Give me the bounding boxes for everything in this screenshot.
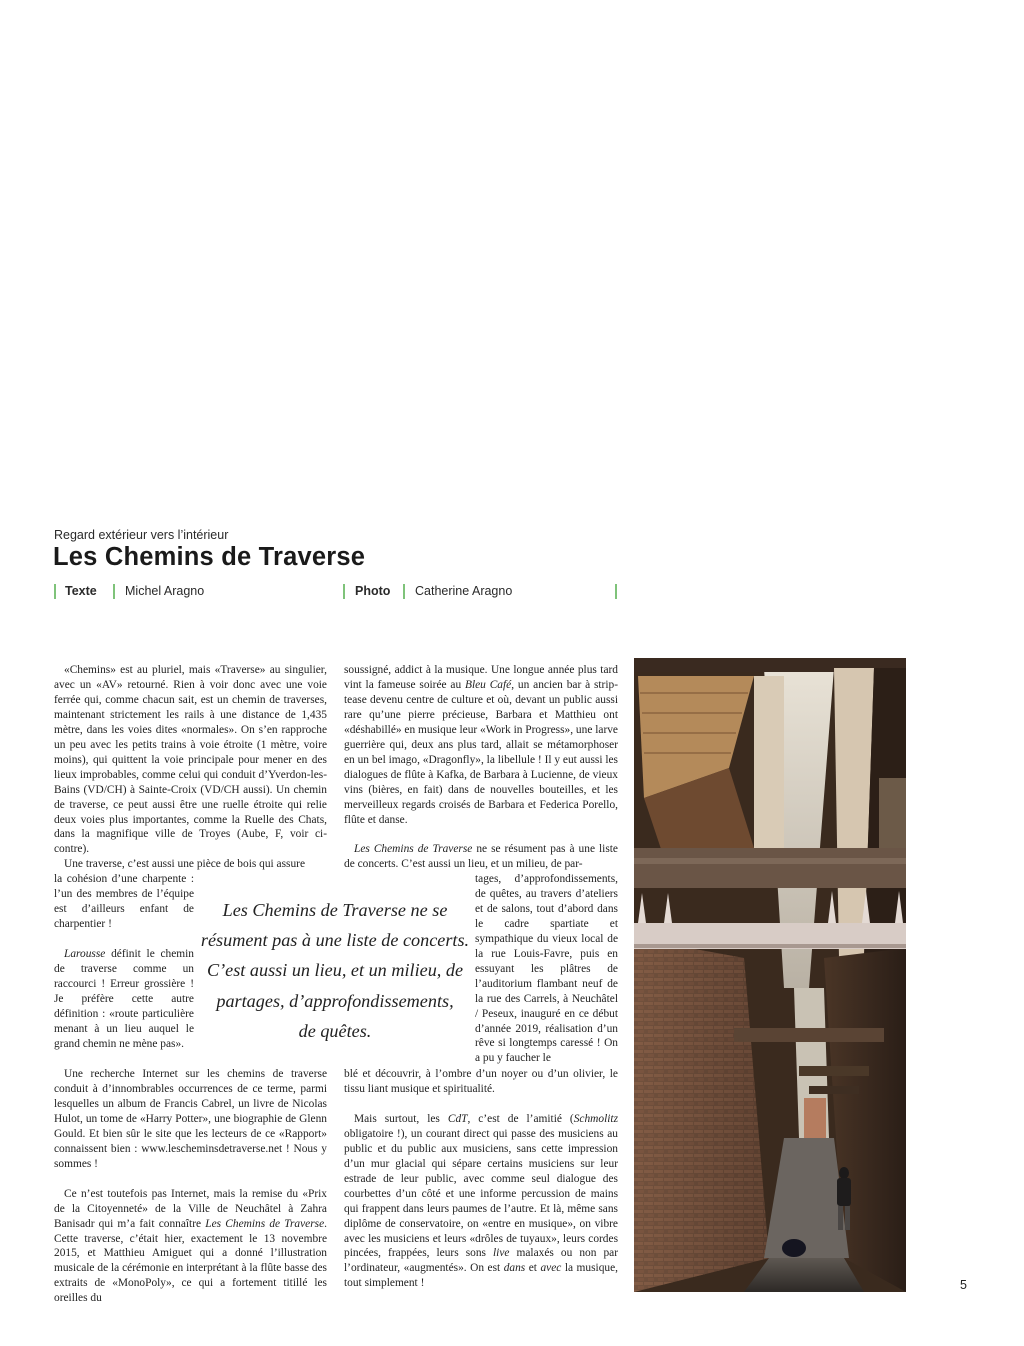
text: , c’est de l’amitié ( <box>467 1112 574 1125</box>
italic-text: Les Chemins de Traverse <box>205 1217 325 1230</box>
italic-text: avec <box>540 1262 562 1275</box>
article-kicker: Regard extérieur vers l’intérieur <box>54 528 229 542</box>
pull-quote-line: C’est aussi un lieu, et un milieu, de <box>206 960 464 981</box>
credit-divider <box>54 584 56 599</box>
article-title: Les Chemins de Traverse <box>53 543 366 571</box>
paragraph: «Chemins» est au pluriel, mais «Traverse» au singulier, avec un «AV» retourné. Rien à voir donc avec une voie ferrée qui, comme chacun sait, est un chemin de traverses, maintenant strictement les rails à une distance de 1,435 mètre, dans les voies dites «normales». On s’en rapproche un peu avec les petits trains à voie étroite (1 mètre, voire moins), qui quittent la voie principale pour mener en des lieux improbables, comme celui qui conduit d’Yverdon-les-Bains (VD/CH) à Sainte-Croix (VD/CH aussi). Un chemin de traverse, ce peut aussi être une ruelle étroite qui relie deux voies plus importantes, comme la Ruelle des Chats, dans la magnifique ville de Troyes (Aube, F, voir ci-contre). <box>54 664 327 856</box>
text: soussigné, addict à la musique. Une longue année plus tard vint la fameuse soirée au <box>344 664 618 691</box>
italic-text: Bleu Café <box>465 678 512 691</box>
italic-text: Larousse <box>64 947 106 960</box>
column-2-wrap <box>475 872 618 1066</box>
paragraph <box>344 842 618 872</box>
paragraph <box>344 1112 618 1291</box>
credit-divider <box>343 584 345 599</box>
text: Ce n’est toutefois pas Internet, mais la remise du «Prix de la Citoyenneté» de la Ville de Neuchâtel à Zahra Banisadr qui m’a fait connaître <box>54 1187 327 1230</box>
column-1-bottom <box>54 1067 327 1306</box>
italic-text: CdT <box>447 1112 468 1125</box>
credit-divider <box>615 584 617 599</box>
pull-quote-line: résument pas à une liste de concerts. <box>200 930 470 951</box>
credit-text-label: Texte <box>65 584 97 598</box>
text: obligatoire !), un courant direct qui passe des musiciens au public et du public aux musiciens, sans cette impression d’un mur glacial qui sépare certains musiciens sur leur estrade de leur public, avec comme seul dialogue des courbettes d’un côté et une informe percussion de mains qui frappent dans leurs paumes de l’autre. Et là, même sans diplôme de conservatoire, on «entre en musique», on vibre avec les musiciens et leurs «drôles de tuyaux», leurs cordes pincées, frappées, leurs sons <box>344 1127 618 1260</box>
text: , un ancien bar à strip-tease devenu centre de culture et où, devant un public aussi rare qu’une pierre précieuse, Barbara et Matthieu ont «déshabillé» en musique leur «Work in Progress», une larve guerrière qui, deux ans plus tard, allait se métamorphoser en un bel imago, «Dragonfly», la libellule ! Il y eut aussi les dialogues de flûte à Kafka, de Barbara à Lucienne, de vieux vins (bières, en fait) dans de nouvelles bouteilles, et les merveilleux regards croisés de Barbara et Federica Porello, flûte et danse. <box>344 678 618 826</box>
credit-text-author: Michel Aragno <box>125 584 205 598</box>
paragraph: la cohésion d’une charpente : l’un des membres de l’équipe est d’ailleurs enfant de charpentier ! <box>54 873 194 930</box>
paragraph: Une traverse, c’est aussi une pièce de bois qui assure <box>64 858 306 871</box>
pull-quote <box>200 895 470 1046</box>
paragraph <box>344 663 618 827</box>
column-2-top <box>344 663 618 872</box>
paragraph: blé et découvrir, à l’ombre d’un noyer ou d’un olivier, le tissu liant musique et spiritualité. <box>344 1068 618 1095</box>
text: malaxés ou non par l’ordinateur, «augmentés». On est <box>344 1247 618 1275</box>
text: Mais surtout, les <box>354 1112 448 1125</box>
pull-quote-line: de quêtes. <box>298 1020 372 1041</box>
pull-quote-line: Les Chemins de Traverse ne se <box>222 900 448 920</box>
paragraph <box>54 947 194 1052</box>
credit-photo-author: Catherine Aragno <box>415 584 513 598</box>
column-1-wrap <box>54 872 194 1051</box>
alley-photo-illustration <box>634 658 906 1292</box>
italic-text: Les Chemins de Traverse <box>354 843 473 856</box>
text: la musique, tout simplement ! <box>344 1262 618 1290</box>
italic-text: Schmolitz <box>573 1112 618 1125</box>
column-2-bottom <box>344 1067 618 1291</box>
credit-divider <box>113 584 115 599</box>
credit-photo-label: Photo <box>355 584 391 598</box>
text: et <box>525 1262 541 1275</box>
paragraph: Une recherche Internet sur les chemins de traverse conduit à d’innombrables occurrences de ce terme, parmi lesquelles un album de Francis Cabrel, un livre de Nicolas Hulot, un tome de «Harry Potter», une biographie de Glenn Gould. Et bien sûr le site que les lecteurs de ce «Rapport» connaissent bien : www.lescheminsdetraverse.net ! Nous y sommes ! <box>54 1068 327 1170</box>
credit-divider <box>403 584 405 599</box>
column-1-top <box>54 663 327 872</box>
alley-photo <box>634 658 906 1292</box>
paragraph <box>54 1187 327 1307</box>
text: ne se résument pas à une liste de concerts. C’est aussi un lieu, et un milieu, de par- <box>344 843 618 871</box>
italic-text: dans <box>503 1262 526 1275</box>
text: définit le chemin de traverse comme un raccourci ! Erreur grossière ! Je préfère cette autre définition : «route particulière menant à un lieu auquel le grand chemin ne mène pas». <box>54 947 194 1050</box>
page-number: 5 <box>960 1278 967 1292</box>
paragraph: tages, d’approfondissements, de quêtes, au travers d’ateliers et de salons, tout d’abord dans le cadre spartiate et sympathique du vieux local de la rue Louis-Favre, puis en essuyant les plâtres de l’auditorium flambant neuf de la rue des Carrels, à Neuchâtel / Peseux, inauguré en ce début d’année 2019, réalisation d’un rêve si longtemps caressé ! On a pu y faucher le <box>475 873 618 1065</box>
italic-text: live <box>493 1247 510 1260</box>
pull-quote-line: partages, d’approfondissements, <box>216 990 454 1011</box>
text: . Cette traverse, c’était hier, exactement le 13 novembre 2015, et Matthieu Amiguet qui a donné l’illustration musicale de la cérémonie en interprétant à la flûte basse des extraits de «MonoPoly», ce qui a fortement titillé les oreilles du <box>54 1217 328 1305</box>
